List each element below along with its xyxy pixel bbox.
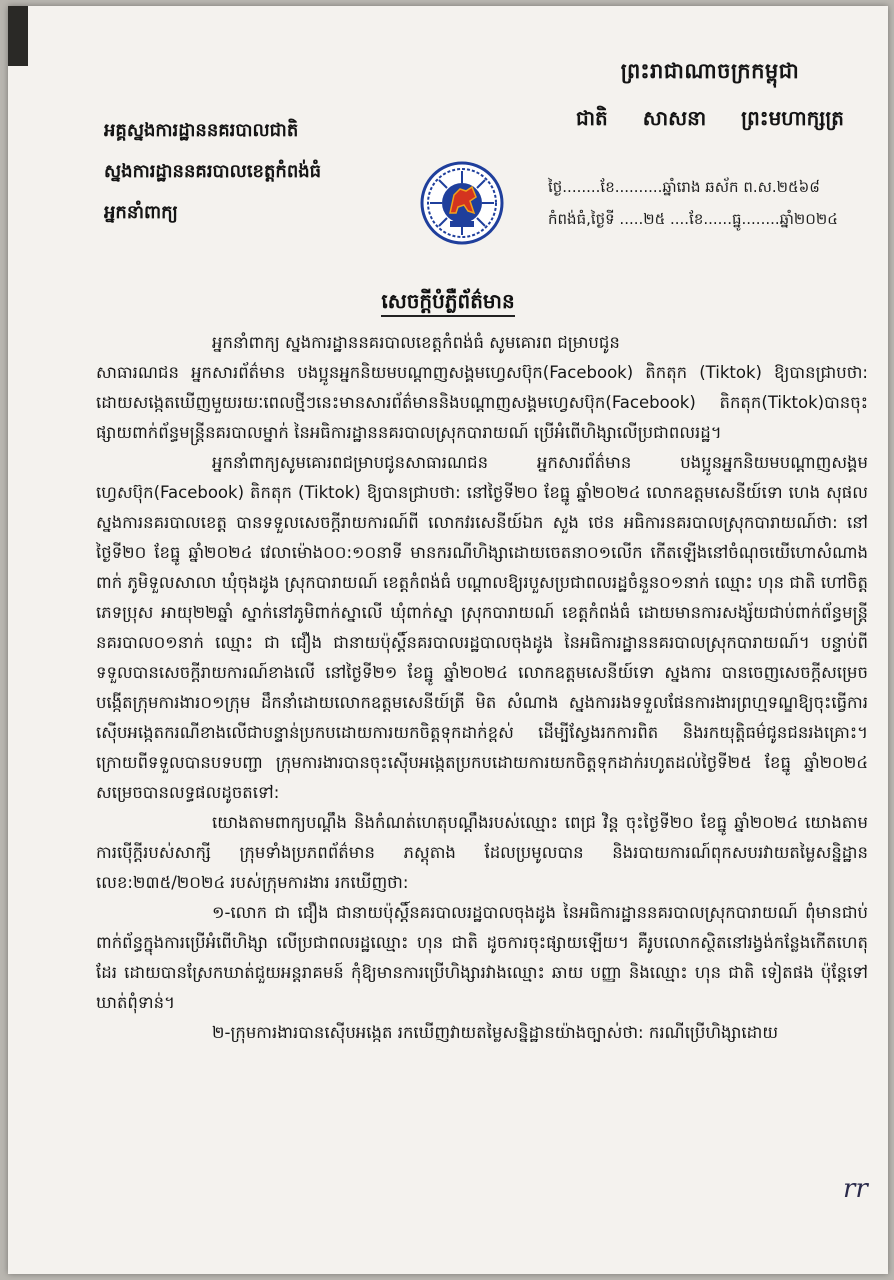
national-motto	[560, 105, 860, 135]
initial-mark: rr	[843, 1174, 868, 1204]
paragraph-3: អ្នកនាំពាក្យសូមគោរពជម្រាបជូនសាធារណជន អ្នកសារព័ត៌មាន បងប្អូនអ្នកនិយមបណ្តាញសង្គម ហ្វេសប៊ុក(Facebook) តិកតុក (Tiktok) ឱ្យបានជ្រាបថា: នៅថ្ងៃទី២០ ខែធ្នូ ឆ្នាំ២០២៤ លោកឧត្តមសេនីយ៍ទោ ហេង សុផល ស្នងការនគរបាលខេត្ត បានទទួលសេចក្តីរាយការណ៍ពី លោកវរសេនីយ៍ឯក សួង ថេន អធិការនគរបាលស្រុកបារាយណ៍ថា: នៅថ្ងៃទី២០ ខែធ្នូ ឆ្នាំ២០២៤ វេលាម៉ោង០០:១០នាទី មានករណីហិង្សាដោយចេតនា០១លើក កើតឡើងនៅចំណុចយើហោសំណាងពាក់ ភូមិទួលសាលា ឃុំចុងដូង ស្រុកបារាយណ៍ ខេត្តកំពង់ធំ បណ្តាលឱ្យរបួសប្រជាពលរដ្ឋចំនួន០១នាក់ ឈ្មោះ ហុន ជាតិ ហៅចិត្ត ភេទប្រុស អាយុ២២ឆ្នាំ ស្នាក់នៅភូមិពាក់ស្នាលើ ឃុំពាក់ស្នា ស្រុកបារាយណ៍ ខេត្តកំពង់ធំ ដោយមានការសង្ស័យជាប់ពាក់ព័ន្ធមន្ត្រីនគរបាល០១នាក់ ឈ្មោះ ជា ជឿង ជានាយប៉ុស្តិ៍នគរបាលរដ្ឋបាលចុងដូង នៃអធិការដ្ឋាននគរបាលស្រុកបារាយណ៍។ បន្ទាប់ពីទទួលបានសេចក្តីរាយការណ៍ខាងលើ នៅថ្ងៃទី២១ ខែធ្នូ ឆ្នាំ២០២៤ លោកឧត្តមសេនីយ៍ទោ ស្នងការ បានចេញសេចក្តីសម្រេចបង្កើតក្រុមការងារ០១ក្រុម ដឹកនាំដោយលោកឧត្តមសេនីយ៍ត្រី មិត សំណាង ស្នងការរងទទួលផែនការងារព្រហ្មទណ្ឌឱ្យចុះធ្វើការស៊ើបអង្កេតករណីខាងលើជាបន្ទាន់ប្រកបដោយការយកចិត្តទុកដាក់ខ្ពស់ ដើម្បីស្វែងរកការពិត និងរកយុត្តិធម៌ជូនជនរងគ្រោះ។ ក្រោយពីទទួលបានបទបញ្ជា ក្រុមការងារបានចុះស៊ើបអង្កេតប្រកបដោយការយកចិត្តទុកដាក់រហូតដល់ថ្ងៃទី២៥ ខែធ្នូ ឆ្នាំ២០២៤ សម្រេចបានលទ្ធផលដូចតទៅ:	[96, 453, 868, 802]
motto-king: ព្រះមហាក្សត្រ	[741, 106, 844, 130]
paragraph-2: សាធារណជន អ្នកសារព័ត៌មាន បងប្អូនអ្នកនិយមបណ្តាញសង្គមហ្វេសប៊ុក(Facebook) តិកតុក (Tiktok) ឱ្យបានជ្រាបថា: ដោយសង្កេតឃើញមួយរយៈពេលថ្មីៗនេះមានសារព័ត៌មាននិងបណ្តាញសង្គមហ្វេសប៊ុក(Facebook) តិកតុក(Tiktok)បានចុះផ្សាយពាក់ព័ន្ធមន្ត្រីនគរបាលម្នាក់ នៃអធិការដ្ឋាននគរបាលស្រុកបារាយណ៍ ប្រើអំពើហិង្សាលើប្រជាពលរដ្ឋ។	[96, 363, 868, 442]
motto-nation: ជាតិ	[575, 106, 608, 130]
document-date	[548, 178, 868, 242]
document-page	[8, 6, 888, 1274]
lunar-date: ថ្ងៃ........ខែ..........ឆ្នាំរោង ឆស័ក ព.ស.២៥៦៨	[548, 178, 820, 196]
authority-line-2: ស្នងការដ្ឋាននគរបាលខេត្តកំពង់ធំ	[104, 161, 322, 182]
document-title-text: សេចក្តីបំភ្លឺព័ត៌មាន	[381, 289, 514, 317]
motto-religion: សាសនា	[642, 106, 707, 130]
paragraph-5: ១-លោក ជា ជឿង ជានាយប៉ុស្តិ៍នគរបាលរដ្ឋបាលចុងដូង នៃអធិការដ្ឋាននគរបាលស្រុកបារាយណ៍ ពុំមានជាប់ពាក់ព័ន្ធក្នុងការប្រើអំពើហិង្សា លើប្រជាពលរដ្ឋឈ្មោះ ហុន ជាតិ ដូចការចុះផ្សាយឡើយ។ គឺរូបលោកស្ថិតនៅរង្វង់កន្លែងកើតហេតុដែរ ដោយបានស្រែកឃាត់ជួយអន្តរាគមន៍ កុំឱ្យមានការប្រើហិង្សារវាងឈ្មោះ ឆាយ បញ្ញា និងឈ្មោះ ហុន ជាតិ ទៀតផង ប៉ុន្តែទៅឃាត់ពុំទាន់។	[96, 903, 868, 1012]
scan-edge-shadow	[8, 6, 28, 66]
paragraph-4: យោងតាមពាក្យបណ្តឹង និងកំណត់ហេតុបណ្តឹងរបស់ឈ្មោះ ពេជ្រ វិន្ត ចុះថ្ងៃទី២០ ខែធ្នូ ឆ្នាំ២០២៤ យោងតាមការប៉ើក្តីរបស់សាក្សី ក្រុមទាំងប្រភពព័ត៌មាន ភស្តុតាង ដែលប្រមូលបាន និងរបាយការណ៍ពុកសបរវាយតម្លៃសន្និដ្ឋានលេខ:២៣៥/២០២៤ របស់ក្រុមការងារ រកឃើញថា:	[96, 813, 868, 892]
authority-line-3: អ្នកនាំពាក្យ	[104, 202, 178, 223]
authority-line-1: អគ្គស្នងការដ្ឋាននគរបាលជាតិ	[104, 120, 299, 141]
document-title	[8, 288, 888, 318]
kingdom-header	[560, 58, 860, 135]
paragraph-6: ២-ក្រុមការងារបានស៊ើបអង្កេត រកឃើញវាយតម្លៃសន្និដ្ឋានយ៉ាងច្បាស់ថា: ករណីប្រើហិង្សាដោយ	[212, 1023, 779, 1042]
paragraph-1: អ្នកនាំពាក្យ ស្នងការដ្ឋាននគរបាលខេត្តកំពង់ធំ សូមគោរព ជម្រាបជូន	[212, 333, 620, 352]
document-body	[96, 328, 868, 1048]
solar-date: កំពង់ធំ,ថ្ងៃទី .....២៥ ....ខែ......ធ្នូ........ឆ្នាំ២០២៤	[548, 210, 838, 228]
police-emblem-icon	[420, 161, 504, 245]
issuing-authority	[104, 118, 322, 241]
kingdom-title: ព្រះរាជាណាចក្រកម្ពុជា	[620, 59, 800, 83]
